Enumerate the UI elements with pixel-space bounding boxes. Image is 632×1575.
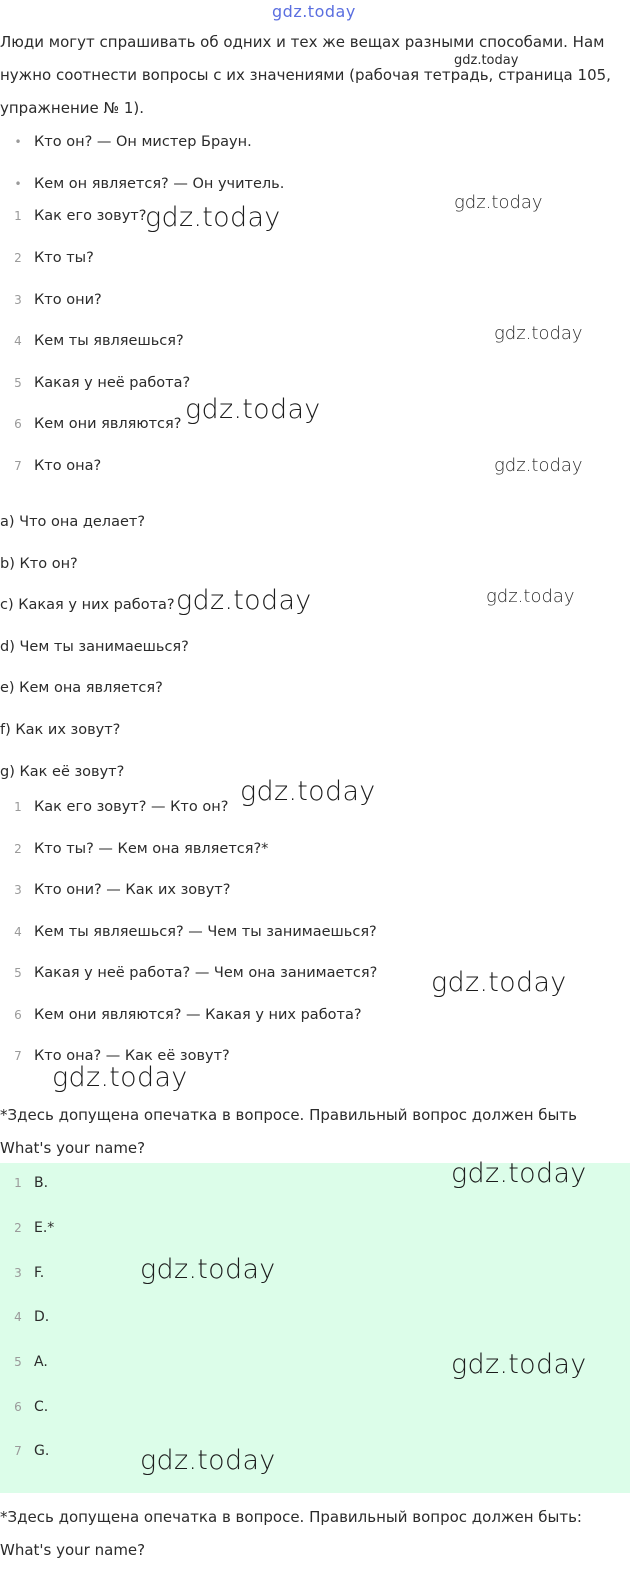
option-item: d) Чем ты занимаешься? [0,639,189,655]
footnote: *Здесь допущена опечатка в вопросе. Правильный вопрос должен быть What's your name? [0,1106,577,1157]
pair-number: 1 [14,800,22,814]
answer-item [12,1440,49,1462]
question-text: Кем ты являешься? [34,333,184,349]
pair-item [12,879,230,901]
intro-paragraph: Люди могут спрашивать об одних и тех же вещах разными способами. Нам нужно соотнести вопросы с их значениями (рабочая тетрадь, страница 105, упражнение № 1). [0,33,611,117]
question-item [12,247,94,269]
pair-text: Кем ты являешься? — Чем ты занимаешься? [34,924,377,940]
answer-item [12,1217,54,1239]
question-number: 5 [14,376,22,390]
answer-text: D. [34,1309,50,1325]
pair-number: 2 [14,842,22,856]
answer-text: E.* [34,1220,55,1236]
pair-text: Кто она? — Как её зовут? [34,1048,230,1064]
answer-item [12,1262,44,1284]
answer-text: G. [34,1443,50,1459]
example-item [12,131,252,153]
pair-text: Какая у неё работа? — Чем она занимается? [34,965,378,981]
watermark: gdz.today [451,1158,587,1189]
option-item: g) Как её зовут? [0,764,125,780]
footnote: *Здесь допущена опечатка в вопросе. Правильный вопрос должен быть: What's your name? [0,1508,582,1559]
pair-number: 5 [14,966,22,980]
watermark: gdz.today [52,1062,188,1093]
pair-text: Кем они являются? — Какая у них работа? [34,1007,362,1023]
pair-number: 3 [14,883,22,897]
answer-number: 2 [14,1221,22,1235]
question-number: 3 [14,293,22,307]
pair-number: 7 [14,1049,22,1063]
option-item: c) Какая у них работа? [0,597,175,613]
watermark: gdz.today [176,585,312,616]
watermark: gdz.today [486,586,575,607]
option-item: e) Кем она является? [0,680,163,696]
question-item [12,330,184,352]
answer-item [12,1172,48,1194]
option-item: b) Кто он? [0,556,78,572]
example-item [12,173,284,195]
pair-number: 4 [14,925,22,939]
answer-number: 3 [14,1266,22,1280]
question-item [12,372,190,394]
question-text: Кем они являются? [34,416,182,432]
answer-number: 1 [14,1176,22,1190]
option-item: a) Что она делает? [0,514,146,530]
watermark: gdz.today [454,192,543,213]
answer-text: B. [34,1175,49,1191]
answer-item [12,1306,49,1328]
question-number: 4 [14,334,22,348]
pair-item [12,838,268,860]
watermark: gdz.today [494,323,583,344]
bullet-icon: • [14,177,22,191]
watermark: gdz.today [140,1254,276,1285]
question-item [12,205,146,227]
answer-box [0,1163,630,1493]
site-logo[interactable]: gdz.today [272,2,356,21]
question-item [12,289,102,311]
answer-item [12,1396,48,1418]
question-item [12,413,181,435]
answer-number: 5 [14,1355,22,1369]
watermark: gdz.today [494,455,583,476]
question-item [12,455,101,477]
question-text: Какая у неё работа? [34,375,191,391]
watermark: gdz.today [140,1445,276,1476]
pair-text: Кто они? — Как их зовут? [34,882,231,898]
question-text: Кто ты? [34,250,94,266]
example-text: Кем он является? — Он учитель. [34,176,285,192]
pair-text: Как его зовут? — Кто он? [34,799,229,815]
watermark: gdz.today [454,53,519,68]
answer-text: A. [34,1354,48,1370]
answer-number: 7 [14,1444,22,1458]
example-text: Кто он? — Он мистер Браун. [34,134,252,150]
watermark: gdz.today [145,202,281,233]
pair-item [12,962,377,984]
answer-number: 6 [14,1400,22,1414]
watermark: gdz.today [451,1349,587,1380]
question-text: Как его зовут? [34,208,147,224]
pair-item [12,1004,362,1026]
option-item: f) Как их зовут? [0,722,121,738]
answer-number: 4 [14,1310,22,1324]
pair-item [12,921,377,943]
watermark: gdz.today [185,394,321,425]
pair-item [12,796,228,818]
answer-item [12,1351,48,1373]
watermark: gdz.today [240,776,376,807]
pair-number: 6 [14,1008,22,1022]
question-text: Кто она? [34,458,102,474]
question-text: Кто они? [34,292,102,308]
question-number: 2 [14,251,22,265]
bullet-icon: • [14,135,22,149]
answer-text: C. [34,1399,49,1415]
question-number: 7 [14,459,22,473]
pair-text: Кто ты? — Кем она является?* [34,841,269,857]
question-number: 1 [14,209,22,223]
answer-text: F. [34,1265,45,1281]
watermark: gdz.today [431,967,567,998]
question-number: 6 [14,417,22,431]
